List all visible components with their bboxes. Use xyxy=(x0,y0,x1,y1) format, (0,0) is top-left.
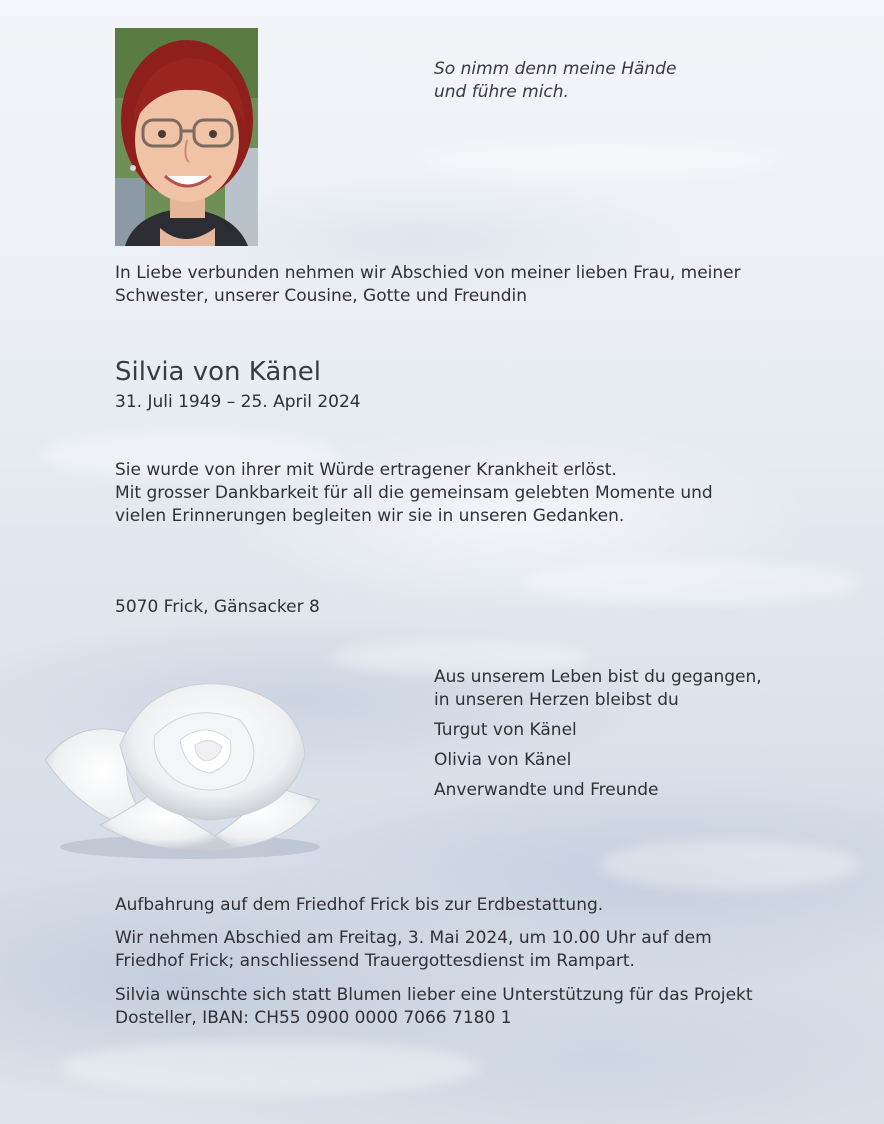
farewell-line: Wir nehmen Abschied am Freitag, 3. Mai 2024, um 10.00 Uhr auf dem xyxy=(115,928,712,948)
farewell-text xyxy=(115,927,712,973)
portrait-photo xyxy=(115,28,258,246)
life-dates: 31. Juli 1949 – 25. April 2024 xyxy=(115,392,361,412)
intro-line: Schwester, unserer Cousine, Gotte und Freundin xyxy=(115,286,528,306)
mourner-name: Turgut von Känel xyxy=(434,720,577,740)
verse-line: Aus unserem Leben bist du gegangen, xyxy=(434,667,762,687)
intro-text xyxy=(115,262,741,308)
background-wave xyxy=(420,140,780,180)
mourners-block xyxy=(434,666,762,802)
background-wave xyxy=(600,840,860,890)
background-wave xyxy=(60,1040,480,1095)
donation-line: Dosteller, IBAN: CH55 0900 0000 7066 7180 1 xyxy=(115,1008,512,1028)
message-line: Sie wurde von ihrer mit Würde ertragener Krankheit erlöst. xyxy=(115,460,617,480)
mourner-name: Anverwandte und Freunde xyxy=(434,780,659,800)
message-line: Mit grosser Dankbarkeit für all die gemeinsam gelebten Momente und xyxy=(115,483,713,503)
intro-line: In Liebe verbunden nehmen wir Abschied von meiner lieben Frau, meiner xyxy=(115,263,741,283)
white-rose-image xyxy=(40,675,330,860)
address: 5070 Frick, Gänsacker 8 xyxy=(115,597,320,617)
quote-line: und führe mich. xyxy=(434,82,569,102)
opening-quote xyxy=(434,58,676,104)
message-text xyxy=(115,459,713,528)
farewell-line: Friedhof Frick; anschliessend Trauergottesdienst im Rampart. xyxy=(115,951,635,971)
donation-text xyxy=(115,984,753,1030)
donation-line: Silvia wünschte sich statt Blumen lieber eine Unterstützung für das Projekt xyxy=(115,985,753,1005)
message-line: vielen Erinnerungen begleiten wir sie in unseren Gedanken. xyxy=(115,506,625,526)
mourner-name: Olivia von Känel xyxy=(434,750,572,770)
quote-line: So nimm denn meine Hände xyxy=(434,59,677,79)
deceased-name: Silvia von Känel xyxy=(115,357,322,387)
verse-line: in unseren Herzen bleibst du xyxy=(434,690,679,710)
background-wave xyxy=(520,560,860,605)
laying-out-text: Aufbahrung auf dem Friedhof Frick bis zur Erdbestattung. xyxy=(115,895,604,915)
